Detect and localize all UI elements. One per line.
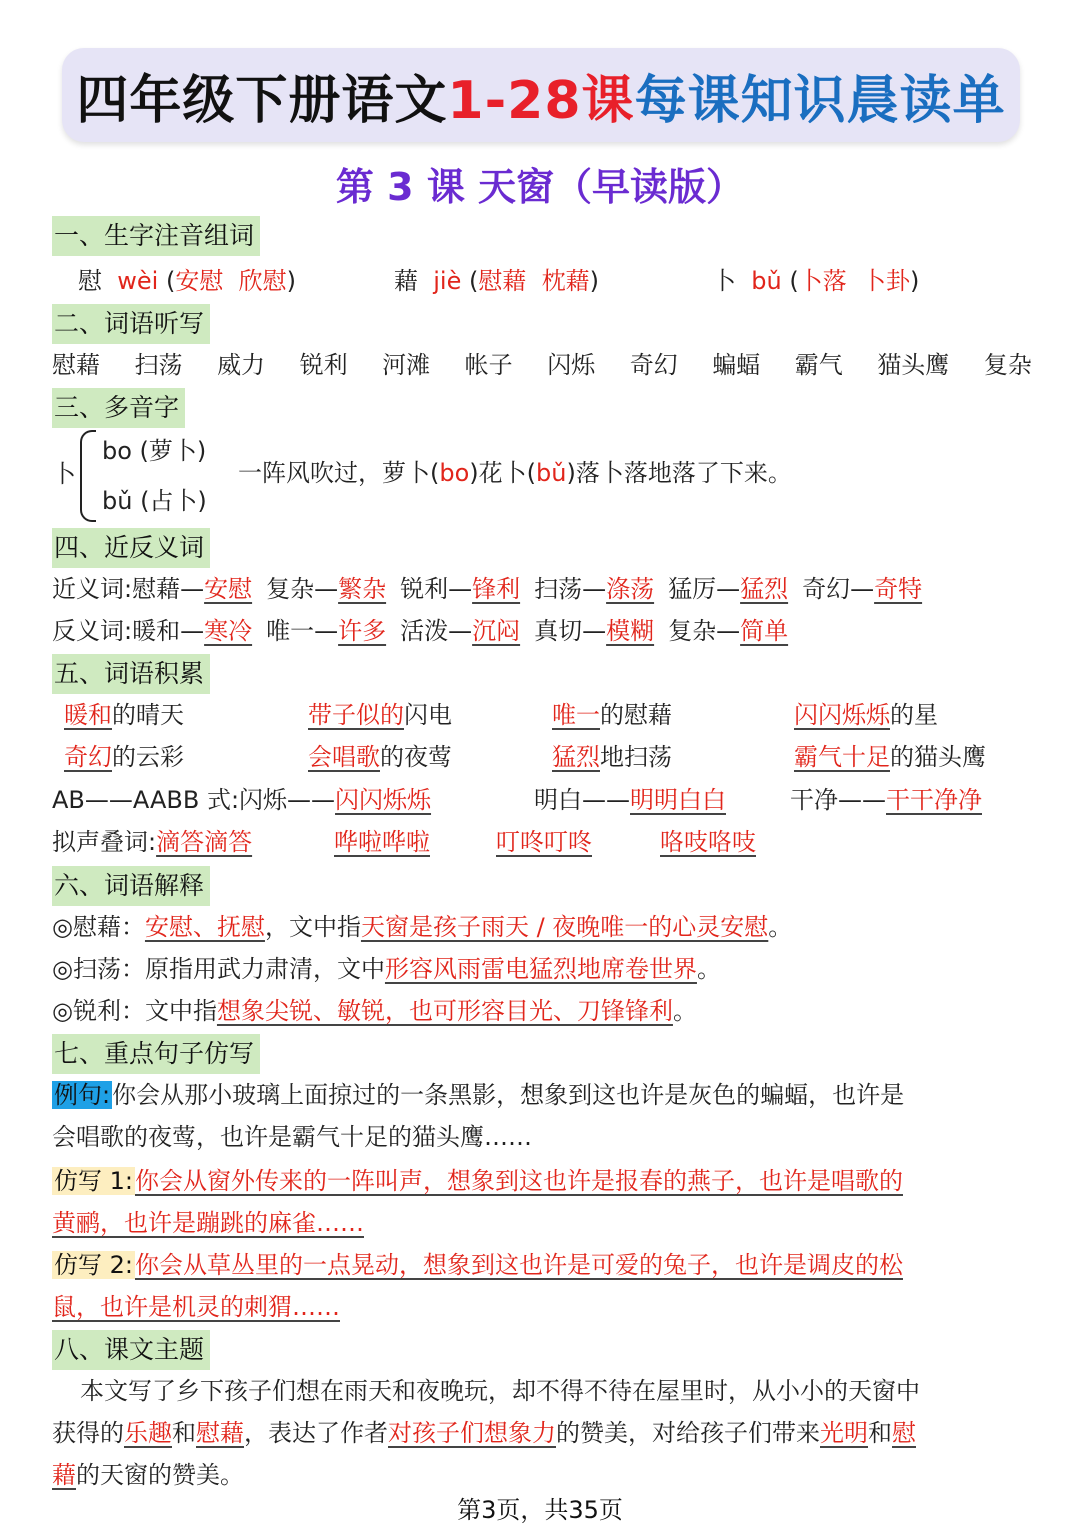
dictation-word: 复杂 bbox=[983, 351, 1032, 379]
imitation-1-label: 仿写 1: bbox=[54, 1167, 133, 1195]
imitation-2-cont: 鼠，也许是机灵的刺猬…… bbox=[52, 1293, 340, 1321]
dictation-word: 蝙蝠 bbox=[712, 351, 761, 379]
brace-shape bbox=[80, 430, 96, 522]
example-sentence: 例句:你会从那小玻璃上面掠过的一条黑影，想象到这也许是灰色的蝙蝠，也许是 bbox=[54, 1081, 905, 1109]
title-part-lessons: 1-28课 bbox=[447, 70, 635, 131]
aabb-item: 明白——明明白白 bbox=[534, 786, 726, 814]
dictation-row bbox=[52, 348, 1032, 382]
lesson-title: 第 3 课 天窗（早读版） bbox=[335, 165, 745, 209]
dictation-word: 猫头鹰 bbox=[877, 351, 950, 379]
antonym-row: 反义词:暖和—寒冷 唯一—许多 活泼—沉闷 真切—模糊 复杂—简单 bbox=[52, 617, 789, 645]
phrase-item: 霸气十足的猫头鹰 bbox=[794, 743, 986, 771]
onomatopoeia-row: 拟声叠词:滴答滴答 bbox=[52, 828, 253, 856]
synonym-row: 近义词:慰藉—安慰 复杂—繁杂 锐利—锋利 扫荡—涤荡 猛厉—猛烈 奇幻—奇特 bbox=[52, 575, 923, 603]
dictation-word: 河滩 bbox=[382, 351, 431, 379]
polyphone-char: 卜 bbox=[52, 460, 76, 488]
theme-line-1: 本文写了乡下孩子们想在雨天和夜晚玩，却不得不待在屋里时，从小小的天窗中 bbox=[80, 1377, 920, 1405]
section-heading-polyphone: 三、多音字 bbox=[52, 388, 185, 428]
theme-line-2: 获得的乐趣和慰藉，表达了作者对孩子们想象力的赞美，对给孩子们带来光明和慰 bbox=[52, 1419, 916, 1447]
title-banner bbox=[62, 48, 1020, 142]
explain-item: ◎锐利：文中指想象尖锐、敏锐，也可形容目光、刀锋锋利。 bbox=[52, 997, 697, 1025]
explain-item: ◎扫荡：原指用武力肃清，文中形容风雨雷电猛烈地席卷世界。 bbox=[52, 955, 721, 983]
dictation-word: 慰藉 bbox=[52, 351, 100, 379]
char-row bbox=[78, 264, 296, 298]
polyphone-sentence: 一阵风吹过，萝卜(bo)花卜(bǔ)落卜落地落了下来。 bbox=[238, 459, 792, 487]
section-heading-synonyms: 四、近反义词 bbox=[52, 528, 210, 568]
imitation-2: 仿写 2:你会从草丛里的一点晃动，想象到这也许是可爱的兔子，也许是调皮的松 bbox=[54, 1251, 903, 1279]
onomatopoeia-word: 哗啦哗啦 bbox=[334, 828, 430, 856]
imitation-1-cont: 黄鹂，也许是蹦跳的麻雀…… bbox=[52, 1209, 364, 1237]
section-heading-accumulation: 五、词语积累 bbox=[52, 654, 210, 694]
dictation-word: 帐子 bbox=[464, 351, 513, 379]
phrase-item: 会唱歌的夜莺 bbox=[308, 743, 452, 771]
aabb-label: AB——AABB 式:闪烁——闪闪烁烁 bbox=[52, 786, 432, 814]
char-item: 卜 bǔ (卜落 卜卦) bbox=[712, 267, 920, 295]
dictation-word: 奇幻 bbox=[629, 351, 678, 379]
section-heading-theme: 八、课文主题 bbox=[52, 1330, 210, 1370]
phrase-item: 带子似的闪电 bbox=[308, 701, 452, 729]
aabb-item: 干净——干干净净 bbox=[790, 786, 982, 814]
phrase-item: 暖和的晴天 bbox=[64, 701, 184, 729]
section-heading-characters: 一、生字注音组词 bbox=[52, 216, 260, 256]
polyphone-reading-1: bo (萝卜) bbox=[102, 437, 207, 465]
section-heading-imitation: 七、重点句子仿写 bbox=[52, 1034, 260, 1074]
imitation-2-label: 仿写 2: bbox=[54, 1251, 133, 1279]
section-heading-dictation: 二、词语听写 bbox=[52, 304, 210, 344]
section-heading-explanation: 六、词语解释 bbox=[52, 866, 210, 906]
onomatopoeia-word: 咯吱咯吱 bbox=[660, 828, 756, 856]
dictation-word: 威力 bbox=[217, 351, 266, 379]
char-item: 藉 jiè (慰藉 枕藉) bbox=[394, 267, 600, 295]
title-part-grade: 四年级下册语文 bbox=[76, 70, 448, 131]
phrase-item: 奇幻的云彩 bbox=[64, 743, 184, 771]
example-sentence-cont: 会唱歌的夜莺，也许是霸气十足的猫头鹰…… bbox=[52, 1123, 532, 1151]
phrase-item: 猛烈地扫荡 bbox=[552, 743, 672, 771]
title-part-reading: 每课知识晨读单 bbox=[634, 70, 1006, 131]
dictation-word: 闪烁 bbox=[547, 351, 596, 379]
page-number: 第3页，共35页 bbox=[457, 1496, 623, 1524]
char-item: 慰 wèi (安慰 欣慰) bbox=[78, 267, 296, 295]
theme-line-3: 藉的天窗的赞美。 bbox=[52, 1461, 244, 1489]
example-label: 例句: bbox=[54, 1081, 111, 1109]
phrase-item: 闪闪烁烁的星 bbox=[794, 701, 938, 729]
dictation-word: 锐利 bbox=[299, 351, 348, 379]
explain-item: ◎慰藉：安慰、抚慰，文中指天窗是孩子雨天 / 夜晚唯一的心灵安慰。 bbox=[52, 913, 793, 941]
phrase-item: 唯一的慰藉 bbox=[552, 701, 672, 729]
imitation-1: 仿写 1:你会从窗外传来的一阵叫声，想象到这也许是报春的燕子，也许是唱歌的 bbox=[54, 1167, 903, 1195]
dictation-word: 霸气 bbox=[794, 351, 843, 379]
polyphone-reading-2: bǔ (占卜) bbox=[102, 487, 207, 515]
onomatopoeia-word: 叮咚叮咚 bbox=[496, 828, 592, 856]
dictation-word: 扫荡 bbox=[134, 351, 183, 379]
